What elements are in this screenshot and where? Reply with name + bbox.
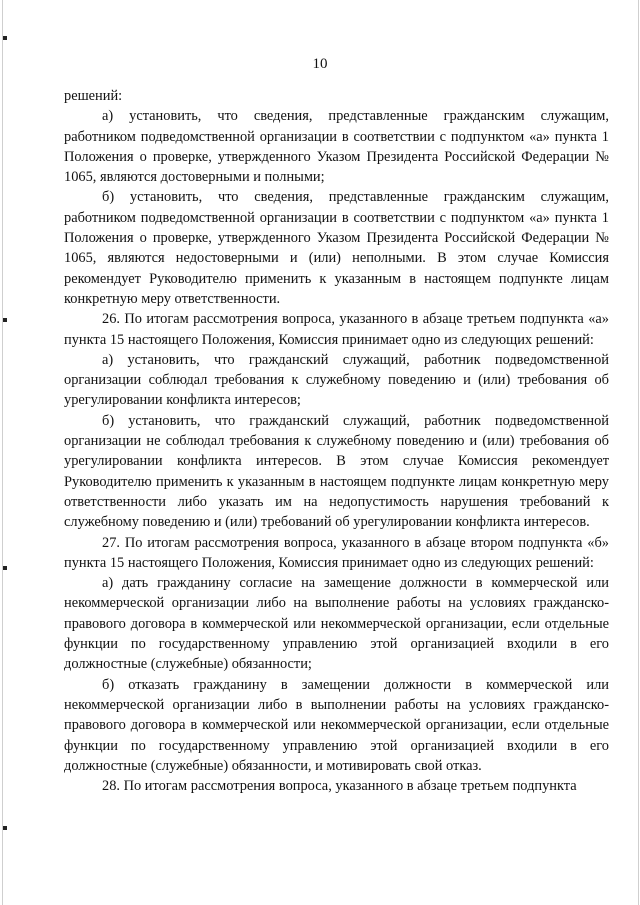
scan-right-edge bbox=[638, 0, 639, 905]
paragraph-27b: б) отказать гражданину в замещении должности в коммерческой или некоммерческой организации либо в выполнении работы на условиях гражданско-правового договора в коммерческой или некоммерческой организации, если отдельные функции по государственному управлению этой организацией входили в его должностные (служебные) обязанности, и мотивировать свой отказ. bbox=[64, 676, 609, 774]
paragraph-27a: а) дать гражданину согласие на замещение должности в коммерческой или некоммерческой организации либо на выполнение работы на условиях гражданско-правового договора в коммерческой или некоммерческой организации, если отдельные функции по государственному управлению этой организацией входили в его должностные (служебные) обязанности; bbox=[64, 575, 609, 673]
paragraph-continuation: решений: bbox=[64, 88, 123, 104]
paragraph-27: 27. По итогам рассмотрения вопроса, указанного в абзаце втором подпункта «б» пункта 15 настоящего Положения, Комиссия принимает одно из следующих решений: bbox=[64, 534, 609, 571]
document-body bbox=[64, 86, 609, 796]
paragraph-28: 28. По итогам рассмотрения вопроса, указанного в абзаце третьем подпункта bbox=[102, 778, 577, 795]
binding-mark bbox=[3, 566, 7, 570]
binding-mark bbox=[3, 318, 7, 322]
paragraph-25a: а) установить, что сведения, представленные гражданским служащим, работником подведомственной организации в соответствии с подпунктом «а» пункта 1 Положения о проверке, утвержденного Указом Президента Российской Федерации № 1065, являются достоверными и полными; bbox=[64, 108, 609, 186]
paragraph-25b: б) установить, что сведения, представленные гражданским служащим, работником подведомственной организации в соответствии с подпунктом «а» пункта 1 Положения о проверке, утвержденного Указом Президента Российской Федерации № 1065, являются недостоверными и (или) неполными. В этом случае Комиссия рекомендует Руководителю применить к указанным в настоящем подпункте лицам конкретную меру ответственности. bbox=[64, 189, 609, 307]
page-number: 10 bbox=[312, 56, 328, 72]
paragraph-26a: а) установить, что гражданский служащий, работник подведомственной организации соблюдал требования к служебному поведению и (или) требования об урегулировании конфликта интересов; bbox=[64, 351, 609, 409]
binding-mark bbox=[3, 826, 7, 830]
paragraph-26: 26. По итогам рассмотрения вопроса, указанного в абзаце третьем подпункта «а» пункта 15 настоящего Положения, Комиссия принимает одно из следующих решений: bbox=[64, 311, 609, 348]
paragraph-26b: б) установить, что гражданский служащий, работник подведомственной организации не соблюдал требования к служебному поведению и (или) требования об урегулировании конфликта интересов. В этом случае Комиссия рекомендует Руководителю применить к указанным в настоящем подпункте лицам конкретную меру ответственности либо указать им на недопустимость нарушения требований к служебному поведению и (или) требований об урегулировании конфликта интересов. bbox=[64, 412, 609, 531]
binding-mark bbox=[3, 36, 7, 40]
scan-left-edge bbox=[2, 0, 3, 905]
